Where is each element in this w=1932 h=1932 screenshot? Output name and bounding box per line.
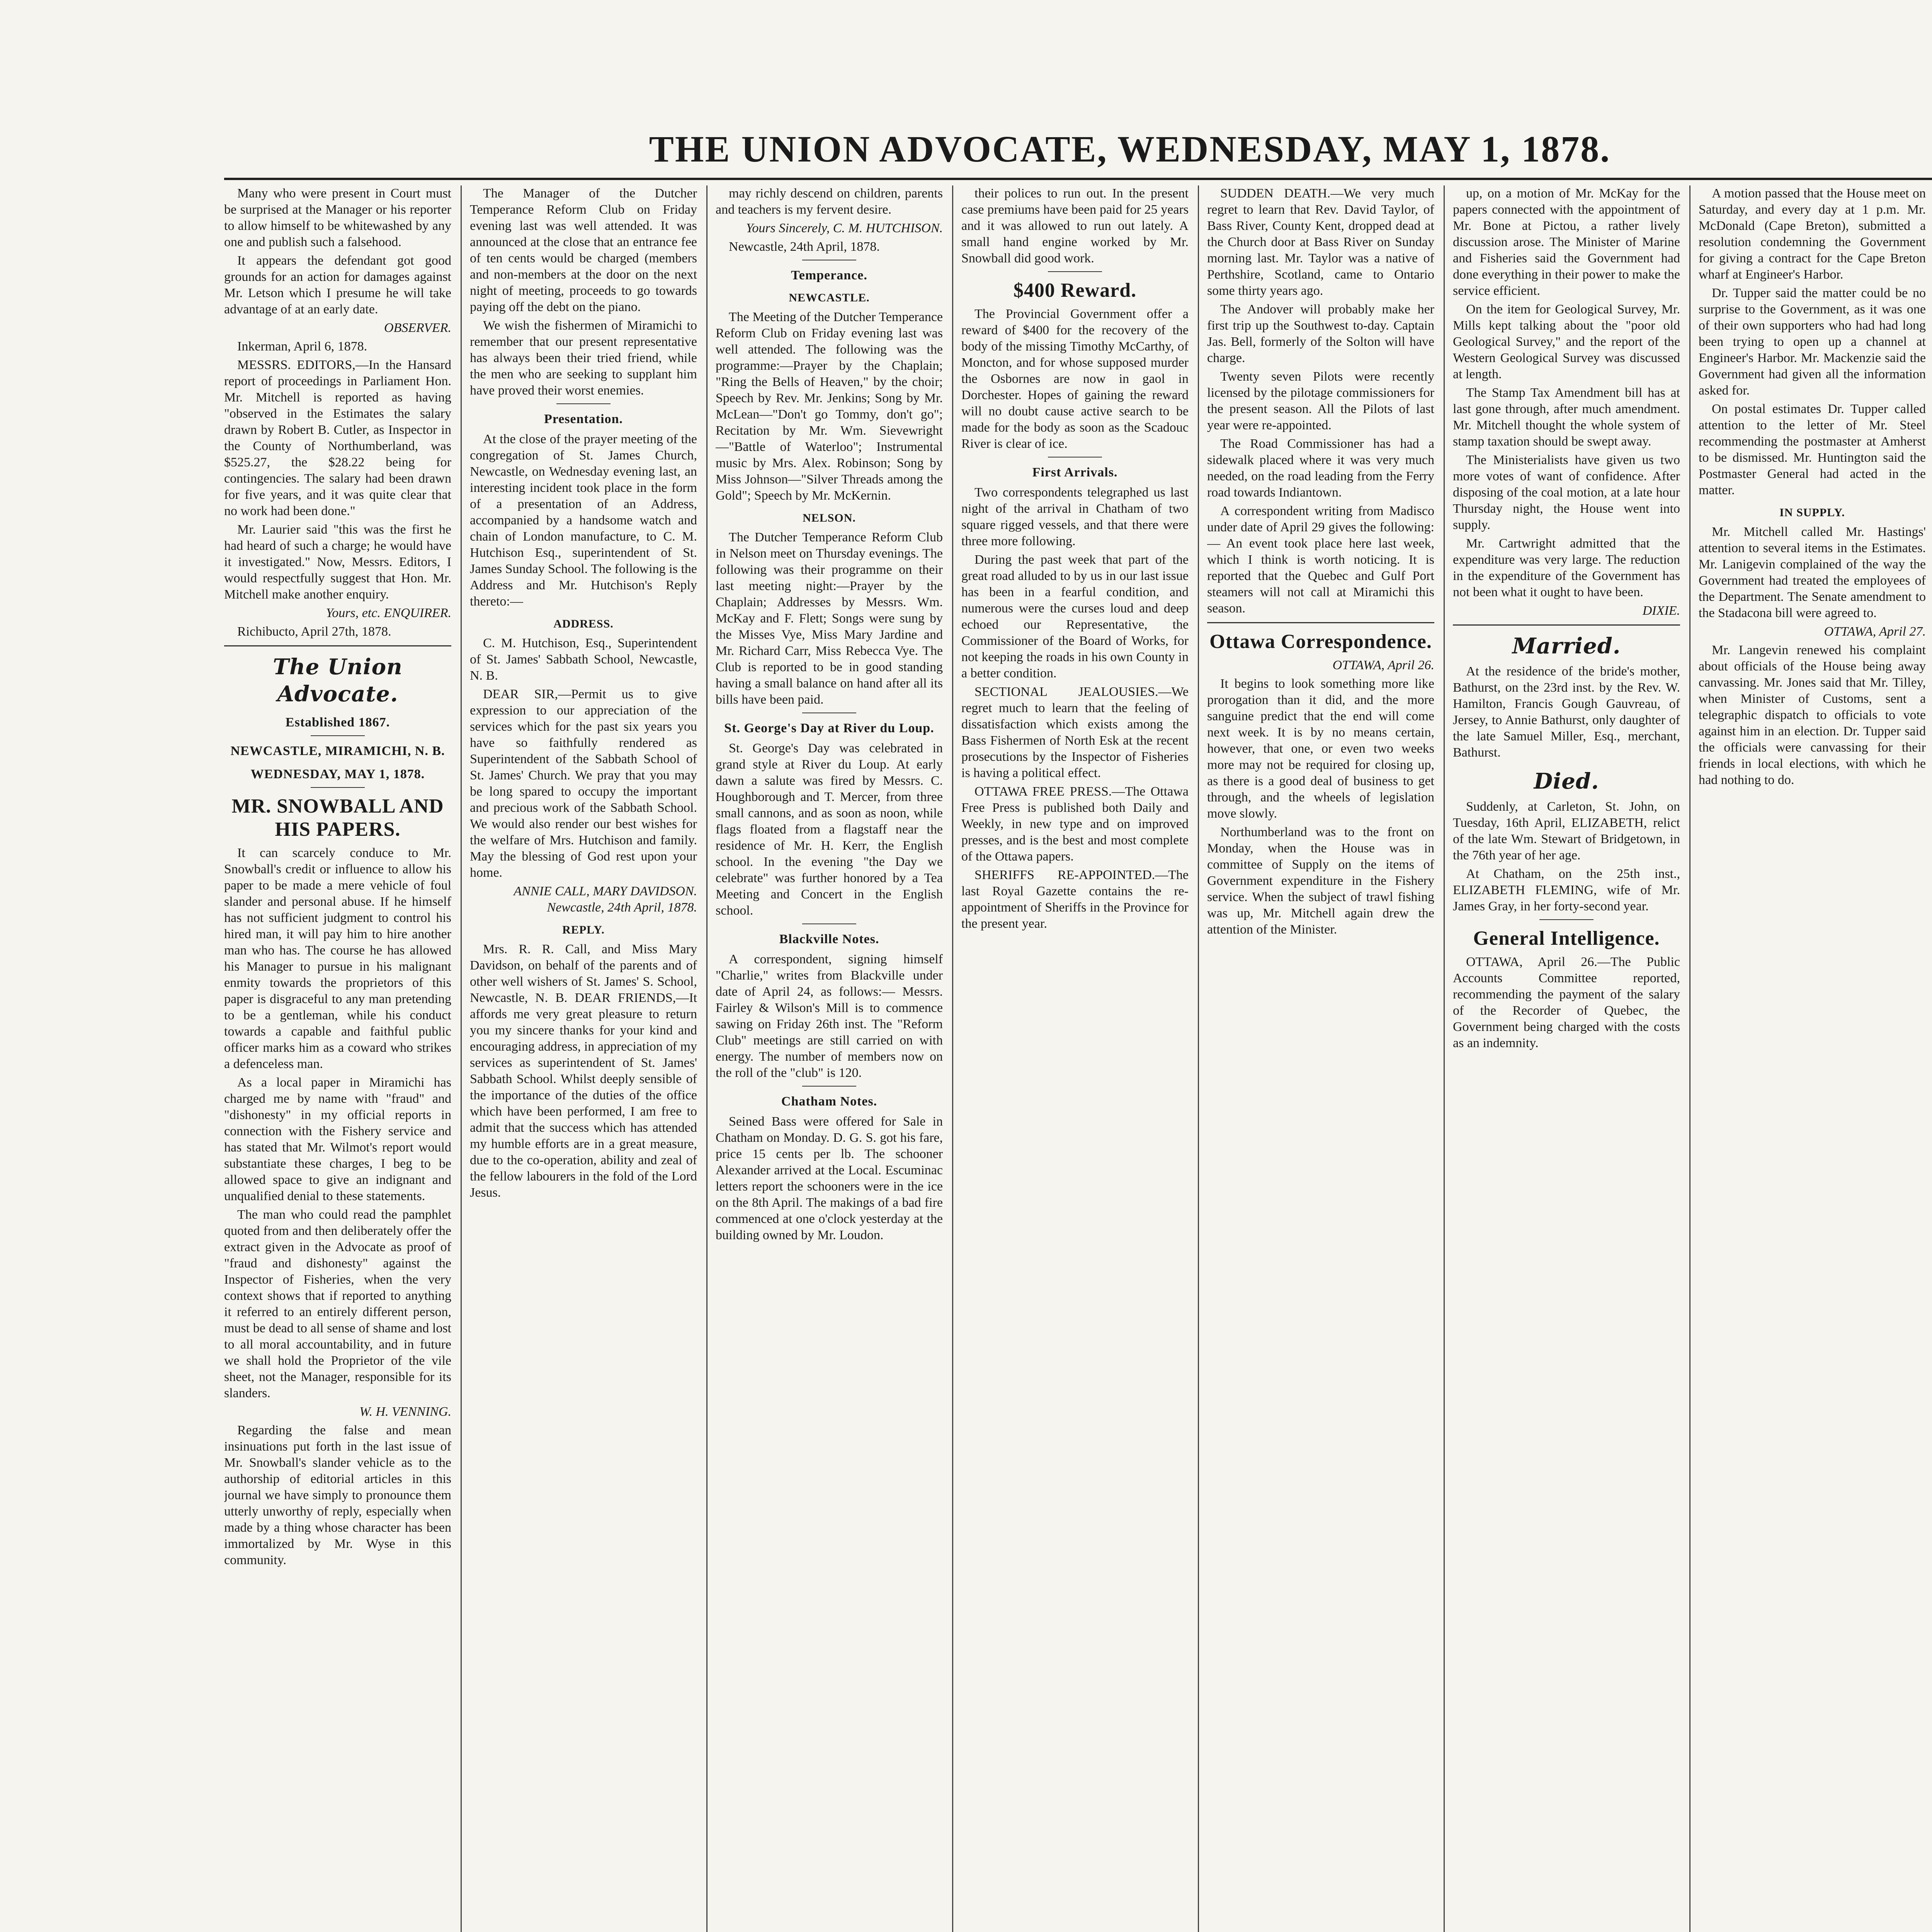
article-body: up, on a motion of Mr. McKay for the papers connected with the appointment of Mr. Bone at Pictou, a rather lively discussion arose. The Minister of Marine and Fisheries said the Government had done everything in their power to make the service efficient.: [1453, 186, 1680, 298]
divider: [802, 923, 856, 924]
article-body: It can scarcely conduce to Mr. Snowball's credit or influence to allow his paper to be made a mere vehicle of foul slander and personal abuse. If he himself has not sufficient judgment to control his hired man, it will pay him to hire another man who has. The course he has allowed his Manager to pursue in his malignant enmity towards the proprietors of this paper is disgraceful to any man pretending to be a gentleman, while his conduct towards a capable and faithful public officer marks him as a coward who strikes a defenceless man.: [224, 846, 451, 1071]
place-line: NEWCASTLE, MIRAMICHI, N. B.: [230, 744, 445, 758]
section-heading: St. George's Day at River du Loup.: [724, 721, 934, 735]
article-body: OTTAWA FREE PRESS.—The Ottawa Free Press is published both Daily and Weekly, in new type and on improved presses, and is the best and most complete of the Ottawa papers.: [961, 784, 1189, 864]
article-body: The Dutcher Temperance Reform Club in Nelson meet on Thursday evenings. The following was their programme on their last meeting night:—Prayer by the Chaplain; Addresses by Messrs. Wm. McKay and F. Flett; Songs were sung by the Misses Vye, Miss Mary Jardine and Mr. Richard Carr, Miss Rebecca Vye. The Club is reported to be in good standing having a small balance on hand after all its bills have been paid.: [716, 530, 943, 707]
signature: W. H. VENNING.: [359, 1405, 451, 1419]
article-body: At the residence of the bride's mother, Bathurst, on the 23rd inst. by the Rev. W. Hamilton, Francis Gough Gauvreau, of Jersey, to Annie Bathurst, only daughter of the late Samuel Miller, Esq., merchant, Bathurst.: [1453, 664, 1680, 760]
article-body: As a local paper in Miramichi has charged me by name with "fraud" and "dishonesty" in my official reports in connection with the Fishery service and has stated that Mr. Wilmot's report would substantiate these charges, I beg to be allowed space to give an indignant and unqualified denial to these statements.: [224, 1075, 451, 1203]
dateline: Newcastle, 24th April, 1878.: [729, 240, 880, 254]
article-body: St. George's Day was celebrated in grand style at River du Loup. At early dawn a salute was fired by Messrs. C. Houghborough and T. Mercer, from three small cannons, and as soon as noon, while flags floated from a flagstaff near the residence of Mr. H. Kerr, the English school. In the evening "the Day we celebrate" was further honored by a Tea Meeting and Concert in the English school.: [716, 741, 943, 918]
column-6: [1453, 185, 1680, 1932]
article-body: SUDDEN DEATH.—We very much regret to learn that Rev. David Taylor, of Bass River, County Kent, dropped dead at the Church door at Bass River on Sunday morning last. Mr. Taylor was a native of Perthshire, Scotland, came to Ontario some thirty years ago.: [1207, 186, 1434, 298]
article-body: DEAR SIR,—Permit us to give expression to our appreciation of the services which for the past six years you have so faithfully rendered as Superintendent of the Sabbath School of St. James' Church. We pray that you may be long spared to occupy the important and precious work of the Sabbath School. We would also render our best wishes for the welfare of Mrs. Hutchison and family. May the blessing of God rest upon your home.: [470, 687, 697, 880]
article-body: On the item for Geological Survey, Mr. Mills kept talking about the "poor old Geological Survey," and the report of the Western Geological Survey was discussed at length.: [1453, 302, 1680, 381]
article-body: We wish the fishermen of Miramichi to remember that our present representative has always been their tried friend, while the men who are seeking to supplant him have proved their worst enemies.: [470, 318, 697, 398]
article-body: It appears the defendant got good grounds for an action for damages against Mr. Letson which I presume he will take advantage of at an early date.: [224, 253, 451, 316]
article-body: Seined Bass were offered for Sale in Chatham on Monday. D. G. S. got his fare, price 15 cents per lb. The schooner Alexander arrived at the Local. Escuminac letters report the schooners were in the ice on the 8th April. The makings of a bad fire commenced at one o'clock yesterday at the building owned by Mr. Loudon.: [716, 1114, 943, 1242]
columns: [224, 185, 1932, 1932]
article-body: SECTIONAL JEALOUSIES.—We regret much to learn that the feeling of dissatisfaction which exists among the Bass Fishermen of North Esk at the recent prosecutions by the Inspector of Fisheries is having a political effect.: [961, 685, 1189, 780]
article-body: Twenty seven Pilots were recently licensed by the pilotage commissioners for the present season. All the Pilots of last year were re-appointed.: [1207, 369, 1434, 432]
section-heading: Ottawa Correspondence.: [1209, 631, 1432, 653]
article-body: A motion passed that the House meet on Saturday, and every day at 1 p.m. Mr. McDonald (Cape Breton), submitted a resolution condemning the Government for giving a contract for the Cape Breton wharf at Engineer's Harbor.: [1699, 186, 1926, 282]
article-body: The Road Commissioner has had a sidewalk placed where it was very much needed, on the road leading from the Ferry road towards Indiantown.: [1207, 437, 1434, 500]
section-heading: First Arrivals.: [1032, 465, 1118, 480]
masthead: THE UNION ADVOCATE, WEDNESDAY, MAY 1, 1878.: [649, 128, 1611, 170]
signature: DIXIE.: [1642, 604, 1680, 618]
section-heading: $400 Reward.: [1013, 279, 1137, 301]
article-body: Mr. Laurier said "this was the first he had heard of such a charge; he would have it investigated." Now, Messrs. Editors, I would respectfully suggest that Hon. Mr. Mitchell make another enquiry.: [224, 522, 451, 602]
editorial-title: MR. SNOWBALL AND HIS PAPERS.: [231, 795, 444, 840]
column-rule: [1689, 185, 1690, 1932]
article-body: SHERIFFS RE-APPOINTED.—The last Royal Gazette contains the re-appointment of Sheriffs in the Province for the present year.: [961, 868, 1189, 931]
article-body: Regarding the false and mean insinuations put forth in the last issue of Mr. Snowball's slander vehicle as to the authorship of editorial articles in this journal we have simply to pronounce them utterly unworthy of reply, especially when made by a thing whose character has been immortalized by Mr. Wyse in this community.: [224, 1423, 451, 1567]
article-body: Mr. Langevin renewed his complaint about officials of the House being away canvassing. Mr. Jones said that Mr. Tilley, when Minister of Customs, sent a telegraphic dispatch to officials to vote against him in an election. Dr. Tupper said the officials were canvassing for their friends in local elections, with which he had nothing to do.: [1699, 643, 1926, 787]
article-body: OTTAWA, April 26.—The Public Accounts Committee reported, recommending the payment of the salary of the Recorder of Quebec, the Government being charged with the costs as an indemnity.: [1453, 955, 1680, 1050]
section-heading: Presentation.: [544, 412, 623, 426]
section-heading: Died.: [1534, 769, 1599, 794]
article-body: may richly descend on children, parents and teachers is my fervent desire.: [716, 186, 943, 217]
subheading: REPLY.: [562, 923, 605, 936]
divider: [1048, 271, 1102, 272]
article-body: Two correspondents telegraphed us last night of the arrival in Chatham of two square rigged vessels, and that there were three more following.: [961, 485, 1189, 548]
article-body: their polices to run out. In the present case premiums have been paid for 25 years and it was allowed to run out lately. A small hand engine worked by Mr. Snowball did good work.: [961, 186, 1189, 265]
signature: ANNIE CALL, MARY DAVIDSON. Newcastle, 24th April, 1878.: [514, 884, 697, 915]
article-body: The Stamp Tax Amendment bill has at last gone through, after much amendment. Mr. Mitchell thought the whole system of stamp taxation should be swept away.: [1453, 386, 1680, 449]
section-heading: Chatham Notes.: [781, 1094, 878, 1109]
article-body: Northumberland was to the front on Monday, when the House was in committee of Supply on the items of Government expenditure in the Fishery service. When the subject of trawl fishing was up, Mr. Mitchell again drew the attention of the Minister.: [1207, 825, 1434, 937]
article-body: At the close of the prayer meeting of the congregation of St. James Church, Newcastle, on Wednesday evening last, an interesting incident took place in the form of a presentation of an Address, accompanied by a handsome watch and chain of London manufacture, to C. M. Hutchison Esq., superintendent of St. James Sunday School. The following is the Address and Mr. Hutchison's Reply thereto:—: [470, 432, 697, 609]
column-4: [961, 185, 1189, 1932]
signature: Yours, etc. ENQUIRER.: [326, 606, 451, 620]
column-rule: [461, 185, 462, 1932]
article-body: C. M. Hutchison, Esq., Superintendent of St. James' Sabbath School, Newcastle, N. B.: [470, 636, 697, 683]
established: Established 1867.: [285, 715, 390, 730]
section-heading: Temperance.: [791, 268, 867, 282]
article-body: The Andover will probably make her first trip up the Southwest to-day. Captain Jas. Bell, formerly of the Solton will have charge.: [1207, 302, 1434, 365]
article-body: The Provincial Government offer a reward of $400 for the recovery of the body of the missing Timothy McCarthy, of Moncton, and for whose supposed murder the Osbornes are now in gaol in Dorchester. Hopes of gaining the reward will no doubt cause active search to be made for the body as soon as the Scadouc River is clear of ice.: [961, 307, 1189, 451]
dateline: OTTAWA, April 26.: [1332, 658, 1434, 672]
divider: [556, 403, 611, 404]
dateline: OTTAWA, April 27.: [1824, 624, 1926, 639]
subheading: IN SUPPLY.: [1779, 506, 1845, 519]
divider: [311, 735, 365, 736]
column-rule: [706, 185, 707, 1932]
subheading: NELSON.: [803, 512, 856, 524]
subheading: NEWCASTLE.: [789, 291, 870, 304]
column-1: [224, 185, 451, 1932]
divider: [802, 1086, 856, 1087]
divider: [1539, 919, 1594, 920]
article-body: The man who could read the pamphlet quoted from and then deliberately offer the extract given in the Advocate as proof of "fraud and dishonesty" against the Inspector of Fisheries, when the very context shows that if reported to anything it referred to an entirely different person, must be dead to all sense of shame and lost to all moral accountability, and in future we shall hold the Proprietor of the vile sheet, not the Manager, responsible for its slanders.: [224, 1208, 451, 1400]
article-body: On postal estimates Dr. Tupper called attention to the letter of Mr. Steel recommending the postmaster at Amherst to be dismissed. Mr. Huntington said the Postmaster General had acted in the matter.: [1699, 402, 1926, 497]
article-body: A correspondent, signing himself "Charlie," writes from Blackville under date of April 24, as follows:— Messrs. Fairley & Wilson's Mill is to commence sawing on Friday 26th inst. The "Reform Club" meetings are still carried on with energy. The number of members now on the roll of the "club" is 120.: [716, 952, 943, 1080]
article-body: It begins to look something more like prorogation than it did, and the more sanguine predict that the end will come next week. It is by no means certain, however, that one, or even two weeks more may not be required for closing up, as there is a good deal of business to get through, and the wheels of legislation move slowly.: [1207, 677, 1434, 821]
dateline: Inkerman, April 6, 1878.: [237, 339, 367, 354]
divider: [311, 787, 365, 788]
date-line: WEDNESDAY, MAY 1, 1878.: [250, 767, 425, 781]
divider: [1453, 624, 1680, 626]
section-heading: Married.: [1512, 633, 1621, 659]
divider: [224, 645, 451, 646]
paper-title: The Union Advocate.: [273, 654, 403, 707]
article-body: Mr. Mitchell called Mr. Hastings' attention to several items in the Estimates. Mr. Lanigevin complained of the way the Government had treated the employees of the Department. The Senate amendment to the Stadacona bill were agreed to.: [1699, 525, 1926, 620]
column-rule: [1198, 185, 1199, 1932]
article-body: The Ministerialists have given us two more votes of want of confidence. After disposing of the coal motion, at a late hour Thursday night, the House went into supply.: [1453, 453, 1680, 532]
column-rule: [1444, 185, 1445, 1932]
article-body: A correspondent writing from Madisco under date of April 29 gives the following:— An event took place here last week, which I think is worth noticing. It is reported that the Quebec and Gulf Port steamers will not call at Miramichi this season.: [1207, 504, 1434, 616]
article-body: Suddenly, at Carleton, St. John, on Tuesday, 16th April, ELIZABETH, relict of the late Wm. Stewart of Bridgetown, in the 76th year of her age.: [1453, 799, 1680, 862]
column-rule: [952, 185, 953, 1932]
column-3: [716, 185, 943, 1932]
article-body: The Manager of the Dutcher Temperance Reform Club on Friday evening last was well attended. It was announced at the close that an entrance fee of ten cents would be charged (members and non-members at the door on the next night of meeting, proceeds to go towards paying off the debt on the piano.: [470, 186, 697, 314]
divider: [1207, 622, 1434, 623]
signature: OBSERVER.: [384, 321, 451, 335]
signature: Yours Sincerely, C. M. HUTCHISON.: [746, 221, 943, 235]
dateline: Richibucto, April 27th, 1878.: [237, 624, 391, 639]
article-body: Mrs. R. R. Call, and Miss Mary Davidson, on behalf of the parents and of other well wishers of St. James' S. School, Newcastle, N. B. DEAR FRIENDS,—It affords me very great pleasure to return you my sincere thanks for your kind and encouraging address, in appreciation of my services as superintendent of St. James' Sabbath School. Whilst deeply sensible of the importance of the duties of the office which have been performed, I am free to admit that the success which has attended my humble efforts are in a great measure, due to the co-operation, ability and zeal of the fellow labourers in the fold of the Lord Jesus.: [470, 942, 697, 1200]
article-body: Dr. Tupper said the matter could be no surprise to the Government, as it was one of their own supporters who had had long been trying to open up a channel at Engineer's Harbor. Mr. Mackenzie said the Government had given all the information asked for.: [1699, 286, 1926, 398]
subheading: ADDRESS.: [553, 617, 614, 630]
article-body: At Chatham, on the 25th inst., ELIZABETH FLEMING, wife of Mr. James Gray, in her forty-second year.: [1453, 867, 1680, 913]
section-heading: General Intelligence.: [1473, 927, 1660, 949]
column-5: [1207, 185, 1434, 1932]
section-heading: Blackville Notes.: [779, 932, 879, 946]
article-body: MESSRS. EDITORS,—In the Hansard report of proceedings in Parliament Hon. Mr. Mitchell is reported as having "observed in the Estimates the salary drawn by Robert B. Cutler, as Inspector in the County of Northumberland, was $525.27, the $28.22 being for contingencies. The salary had been drawn for five years, and it was quite clear that no work had been done.": [224, 358, 451, 518]
article-body: The Meeting of the Dutcher Temperance Reform Club on Friday evening last was well attended. The following was the programme:—Prayer by the Chaplain; "Ring the Bells of Heaven," by the choir; Speech by Rev. Mr. Jenkins; Song by Mr. McLean—"Don't go Tommy, don't go"; Recitation by Mr. Wm. Sievewright—"Battle of Waterloo"; Instrumental music by Mrs. Alex. Robinson; Song by Miss Johnson—"Silver Threads among the Gold"; Speech by Mr. McKernin.: [716, 310, 943, 503]
article-body: During the past week that part of the great road alluded to by us in our last issue has been in a fearful condition, and numerous were the curses loud and deep echoed our Representative, the Commissioner of the Board of Works, for not keeping the roads in his own County in a better condition.: [961, 553, 1189, 680]
article-body: Mr. Cartwright admitted that the expenditure was very large. The reduction in the expenditure of the Government has not been what it ought to have been.: [1453, 536, 1680, 599]
masthead-rule: [224, 178, 1932, 180]
column-2: [470, 185, 697, 1932]
column-7: [1699, 185, 1926, 1932]
article-body: Many who were present in Court must be surprised at the Manager or his reporter to allow himself to be whitewashed by any one and publish such a falsehood.: [224, 186, 451, 249]
